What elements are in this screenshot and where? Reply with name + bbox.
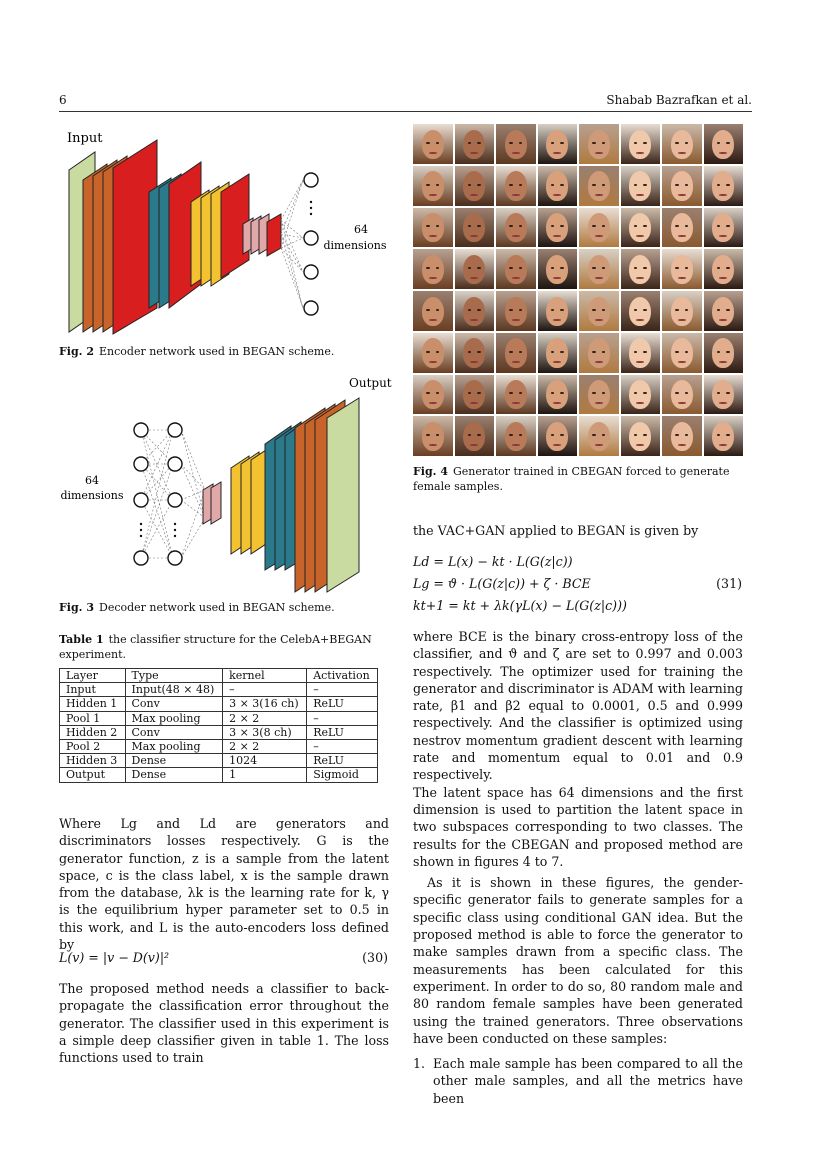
right-paragraph-2: The latent space has 64 dimensions and the first dimension is used to partition the latent space in two subspaces corresponding to two classes. The results for the CBEGAN and proposed method are shown in figures 4 to 7.	[413, 784, 743, 869]
generated-face-sample	[413, 416, 453, 456]
generated-face-sample	[496, 416, 536, 456]
generated-face-sample	[662, 208, 702, 248]
generated-face-sample	[621, 416, 661, 456]
right-text-block	[413, 628, 743, 1107]
right-paragraph-3: As it is shown in these figures, the gender-specific generator fails to generate samples for a specific class using conditional GAN idea. But the proposed method is able to force the generator to make samples drawn from a specific class. The measurements has been calculated for this experiment. In order to do so, 80 random male and 80 random female samples have been generated using the trained generators. Three observations have been conducted on these samples:	[413, 875, 743, 1046]
encoder-output-nodes	[304, 173, 318, 315]
table-row	[60, 697, 378, 711]
generated-face-sample	[455, 208, 495, 248]
generated-face-sample	[496, 375, 536, 415]
generated-face-sample	[496, 333, 536, 373]
generated-face-sample	[579, 166, 619, 206]
generated-face-sample	[621, 166, 661, 206]
generated-face-sample	[455, 166, 495, 206]
table-cell: 2 × 2	[223, 711, 307, 725]
table-header-cell: Type	[125, 669, 223, 683]
table-cell: Max pooling	[125, 711, 223, 725]
generated-face-sample	[413, 249, 453, 289]
generated-face-sample	[704, 416, 744, 456]
table1-caption-label: Table 1	[59, 633, 104, 646]
equation-31-line-3: kt+1 = kt + λk(γL(x) − L(G(z|c)))	[413, 598, 627, 613]
table-cell: Pool 1	[60, 711, 126, 725]
table-row	[60, 740, 378, 754]
encoder-connections	[281, 180, 303, 308]
generated-face-sample	[496, 249, 536, 289]
equation-30-number: (30)	[362, 950, 388, 965]
generated-face-sample	[662, 166, 702, 206]
fig3-caption-label: Fig. 3	[59, 601, 94, 614]
generated-face-sample	[579, 208, 619, 248]
table-header-cell: Layer	[60, 669, 126, 683]
table-row	[60, 711, 378, 725]
generated-face-sample	[704, 208, 744, 248]
figure-3-decoder	[59, 372, 399, 596]
equation-31-line-2: Lg = ϑ · L(G(z|c)) + ζ · BCE	[413, 576, 591, 591]
generated-face-sample	[538, 208, 578, 248]
generated-face-sample	[662, 124, 702, 164]
generated-face-sample	[621, 208, 661, 248]
table-cell: –	[307, 740, 378, 754]
generated-face-sample	[579, 416, 619, 456]
table-cell: –	[307, 711, 378, 725]
table-cell: Hidden 3	[60, 754, 126, 768]
table-cell: 2 × 2	[223, 740, 307, 754]
table-cell: ReLU	[307, 725, 378, 739]
table-cell: 3 × 3(8 ch)	[223, 725, 307, 739]
generated-face-sample	[704, 166, 744, 206]
equation-31-line-1: Ld = L(x) − kt · L(G(z|c))	[413, 554, 573, 569]
generated-face-sample	[704, 124, 744, 164]
table-cell: Dense	[125, 768, 223, 782]
generated-face-sample	[413, 124, 453, 164]
generated-face-sample	[621, 375, 661, 415]
decoder-dims-label: dimensions	[60, 489, 124, 502]
generated-face-sample	[704, 291, 744, 331]
generated-face-sample	[413, 333, 453, 373]
table-row	[60, 683, 378, 697]
table-cell: Pool 2	[60, 740, 126, 754]
right-paragraph-1: where BCE is the binary cross-entropy loss of the classifier, and ϑ and ζ are set to 0.997 and 0.003 respectively. The optimizer used for training the generator and discriminator is ADAM with learning rate, β1 and β2 equal to 0.0001, 0.5 and 0.999 respectively. And the classifier is optimized using nestrov momentum gradient descent with learning rate and momentum equal to 0.01 and 0.9 respectively.	[413, 629, 743, 783]
decoder-input-nodes	[134, 423, 182, 565]
generated-face-sample	[538, 291, 578, 331]
fig4-face-grid	[413, 124, 743, 456]
table-header-row	[60, 669, 378, 683]
decoder-block-2	[231, 448, 269, 554]
generated-face-sample	[413, 166, 453, 206]
fig4-caption-text: Generator trained in CBEGAN forced to generate female samples.	[413, 465, 730, 493]
generated-face-sample	[538, 249, 578, 289]
list-item-number: 1.	[413, 1056, 426, 1072]
table-cell: Output	[60, 768, 126, 782]
table-cell: –	[307, 683, 378, 697]
left-paragraph-1: Where Lg and Ld are generators and discriminators losses respectively. G is the generator function, z is a sample from the latent space, c is the class label, x is the sample drawn from the database, λk is the learning rate for k, γ is the equilibrium hyper parameter set to 0.5 in this work, and L is the auto-encoders loss defined by	[59, 816, 389, 953]
table-row	[60, 725, 378, 739]
generated-face-sample	[704, 333, 744, 373]
generated-face-sample	[538, 333, 578, 373]
table1-caption	[59, 632, 381, 662]
table-cell: Input	[60, 683, 126, 697]
generated-face-sample	[662, 375, 702, 415]
table-body	[60, 683, 378, 782]
decoder-ellipsis	[140, 523, 176, 537]
table-cell: Hidden 1	[60, 697, 126, 711]
generated-face-sample	[662, 416, 702, 456]
equation-31-number: (31)	[716, 576, 742, 591]
generated-face-sample	[413, 208, 453, 248]
generated-face-sample	[621, 249, 661, 289]
decoder-dims-value: 64	[85, 474, 99, 487]
generated-face-sample	[662, 249, 702, 289]
fig2-caption-label: Fig. 2	[59, 345, 94, 358]
table-cell: Sigmoid	[307, 768, 378, 782]
table-row	[60, 768, 378, 782]
generated-face-sample	[662, 333, 702, 373]
encoder-dims-label: dimensions	[323, 239, 387, 252]
table-cell: Hidden 2	[60, 725, 126, 739]
generated-face-sample	[538, 416, 578, 456]
generated-face-sample	[704, 249, 744, 289]
table1-caption-text: the classifier structure for the CelebA+BEGAN experiment.	[59, 633, 372, 661]
generated-face-sample	[621, 333, 661, 373]
table-row	[60, 754, 378, 768]
generated-face-sample	[455, 375, 495, 415]
encoder-diagram	[59, 122, 399, 342]
fig2-caption	[59, 344, 334, 359]
encoder-dims-value: 64	[354, 223, 368, 236]
encoder-input-label: Input	[67, 131, 103, 146]
table-cell: ReLU	[307, 697, 378, 711]
decoder-block-1	[203, 482, 221, 524]
generated-face-sample	[455, 416, 495, 456]
list-item-text: Each male sample has been compared to all the other male samples, and all the metrics have been	[433, 1056, 743, 1106]
generated-face-sample	[579, 375, 619, 415]
figure-2-encoder	[59, 122, 399, 342]
fig4-caption	[413, 464, 743, 494]
generated-face-sample	[621, 291, 661, 331]
classifier-table	[59, 668, 378, 783]
generated-face-sample	[538, 375, 578, 415]
generated-face-sample	[579, 291, 619, 331]
table-cell: 1	[223, 768, 307, 782]
header-rule	[59, 111, 752, 112]
generated-face-sample	[413, 375, 453, 415]
decoder-output-layer	[327, 398, 359, 592]
generated-face-sample	[496, 166, 536, 206]
fig4-caption-label: Fig. 4	[413, 465, 448, 478]
table-cell: Conv	[125, 725, 223, 739]
right-intro: the VAC+GAN applied to BEGAN is given by	[413, 523, 699, 538]
fig2-caption-text: Encoder network used in BEGAN scheme.	[99, 345, 335, 358]
generated-face-sample	[496, 291, 536, 331]
table-cell: Input(48 × 48)	[125, 683, 223, 697]
generated-face-sample	[704, 375, 744, 415]
generated-face-sample	[579, 333, 619, 373]
generated-face-sample	[538, 124, 578, 164]
generated-face-sample	[496, 124, 536, 164]
generated-face-sample	[455, 333, 495, 373]
table-cell: Dense	[125, 754, 223, 768]
generated-face-sample	[455, 249, 495, 289]
running-head: Shabab Bazrafkan et al.	[606, 93, 752, 107]
table-cell: 1024	[223, 754, 307, 768]
fig3-caption-text: Decoder network used in BEGAN scheme.	[99, 601, 335, 614]
page-number: 6	[59, 93, 67, 107]
generated-face-sample	[413, 291, 453, 331]
table-header-cell: Activation	[307, 669, 378, 683]
decoder-output-label: Output	[349, 376, 392, 390]
equation-30: L(v) = |v − D(v)|²	[59, 950, 170, 965]
table-cell: –	[223, 683, 307, 697]
list-item	[413, 1055, 743, 1107]
encoder-ellipsis	[310, 201, 312, 215]
table-cell: 3 × 3(16 ch)	[223, 697, 307, 711]
generated-face-sample	[579, 249, 619, 289]
table-cell: Conv	[125, 697, 223, 711]
decoder-diagram	[59, 372, 399, 596]
generated-face-sample	[496, 208, 536, 248]
encoder-block-4	[243, 214, 281, 256]
table-cell: ReLU	[307, 754, 378, 768]
generated-face-sample	[455, 124, 495, 164]
generated-face-sample	[538, 166, 578, 206]
fig3-caption	[59, 600, 335, 615]
generated-face-sample	[621, 124, 661, 164]
left-paragraph-2: The proposed method needs a classifier to back-propagate the classification error throughout the generator. The classifier used in this experiment is a simple deep classifier given in table 1. The loss functions used to train	[59, 981, 389, 1066]
generated-face-sample	[455, 291, 495, 331]
generated-face-sample	[662, 291, 702, 331]
generated-face-sample	[579, 124, 619, 164]
table-header-cell: kernel	[223, 669, 307, 683]
table-cell: Max pooling	[125, 740, 223, 754]
